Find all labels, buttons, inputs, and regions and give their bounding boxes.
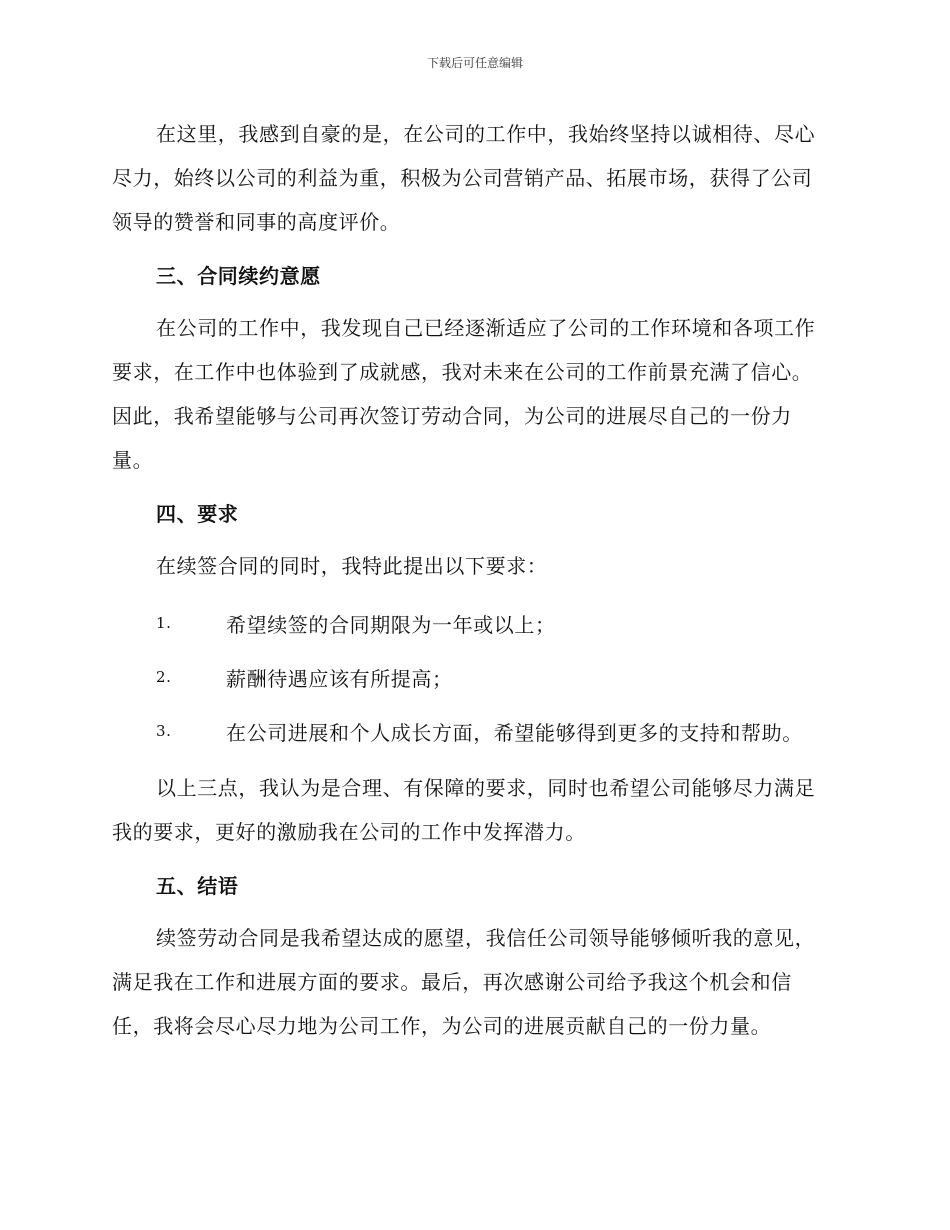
intro-paragraph: 在这里，我感到自豪的是，在公司的工作中，我始终坚持以诚相待、尽心尽力，始终以公司的利益为重，积极为公司营销产品、拓展市场，获得了公司领导的赞誉和同事的高度评价。 (112, 122, 816, 234)
list-text: 在公司进展和个人成长方面，希望能够得到更多的支持和帮助。 (226, 720, 803, 745)
section-5-paragraph: 续签劳动合同是我希望达成的愿望，我信任公司领导能够倾听我的意见，满足我在工作和进展方面的要求。最后，再次感谢公司给予我这个机会和信任，我将会尽心尽力地为公司工作，为公司的进展贡献自己的一份力量。 (112, 926, 816, 1038)
section-4-heading: 四、要求 (156, 502, 239, 526)
section-5-heading: 五、结语 (156, 874, 239, 898)
list-item (112, 650, 832, 704)
requirements-list (112, 596, 832, 758)
list-number: 3. (156, 722, 172, 740)
header-note: 下载后可任意编辑 (426, 56, 523, 70)
section-3-paragraph: 在公司的工作中，我发现自己已经逐渐适应了公司的工作环境和各项工作要求，在工作中也体验到了成就感，我对未来在公司的工作前景充满了信心。因此，我希望能够与公司再次签订劳动合同，为公司的进展尽自己的一份力量。 (112, 316, 816, 472)
list-number: 1. (156, 614, 172, 632)
section-4-closing: 以上三点，我认为是合理、有保障的要求，同时也希望公司能够尽力满足我的要求，更好的激励我在公司的工作中发挥潜力。 (112, 776, 816, 844)
list-text: 薪酬待遇应该有所提高； (226, 666, 453, 691)
document-body (112, 112, 832, 1048)
list-text: 希望续签的合同期限为一年或以上； (226, 612, 556, 637)
section-3-heading: 三、合同续约意愿 (156, 264, 321, 288)
list-number: 2. (156, 668, 172, 686)
list-item (112, 704, 832, 758)
list-item (112, 596, 832, 650)
section-4-intro: 在续签合同的同时，我特此提出以下要求： (156, 554, 548, 578)
